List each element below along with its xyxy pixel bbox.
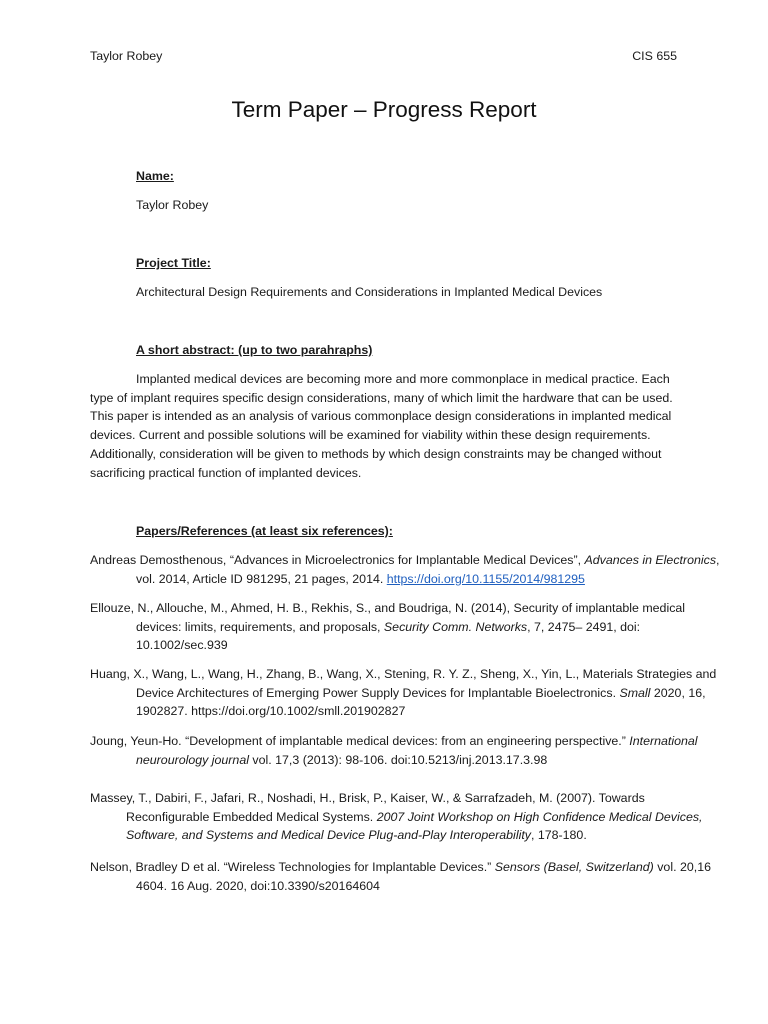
reference-item — [90, 551, 726, 588]
header-course: CIS 655 — [632, 49, 677, 63]
reference-item — [90, 732, 726, 769]
reference-text: Nelson, Bradley D et al. “Wireless Technologies for Implantable Devices.” — [90, 860, 495, 874]
reference-text: Andreas Demosthenous, “Advances in Microelectronics for Implantable Medical Devices”, — [90, 553, 585, 567]
reference-item — [90, 599, 726, 655]
reference-details: , 178-180. — [530, 828, 587, 843]
reference-source: Security Comm. Networks — [383, 619, 528, 634]
reference-text: Huang, X., Wang, L., Wang, H., Zhang, B., Wang, X., Stening, R. Y. Z., Sheng, X., Yin, L., Materials Strategies and Device Architectures of Emerging Power Supply Devices for Implantable Bioelectronics. — [90, 667, 717, 700]
reference-details: , 7, 2475– 2491, doi: 10.1002/sec.939 — [136, 619, 641, 653]
reference-source: International neurourology journal — [136, 734, 698, 767]
name-value: Taylor Robey — [136, 198, 209, 212]
reference-details: 2020, 16, 1902827. https://doi.org/10.1002/smll.201902827 — [136, 685, 706, 719]
abstract-paragraph: Implanted medical devices are becoming more and more commonplace in medical practice. Each type of implant requires specific design considerations, many of which limit the hardware that can be used. This paper is intended as an analysis of various commonplace design considerations in implanted medical devices. Current and possible solutions will be examined for viability within these design requirements. Additionally, consideration will be given to methods by which design constraints may be changed without sacrificing practical function of implanted devices. — [90, 372, 673, 480]
reference-source: Sensors (Basel, Switzerland) — [494, 860, 654, 874]
reference-item — [90, 789, 716, 845]
reference-doi-link[interactable]: https://doi.org/10.1155/2014/981295 — [386, 571, 585, 586]
reference-details: vol. 17,3 (2013): 98-106. doi:10.5213/inj.2013.17.3.98 — [248, 752, 548, 767]
page-header — [90, 47, 677, 66]
project-title-label: Project Title: — [136, 256, 211, 270]
reference-details: , vol. 2014, Article ID 981295, 21 pages, 2014. — [136, 553, 720, 586]
reference-text: Joung, Yeun-Ho. “Development of implantable medical devices: from an engineering perspective.” — [90, 734, 630, 748]
reference-text: Massey, T., Dabiri, F., Jafari, R., Noshadi, H., Brisk, P., Kaiser, W., & Sarrafzadeh, M. (2007). Towards Reconfigurable Embedded Medical Systems. — [90, 791, 645, 824]
references-label: Papers/References (at least six references): — [136, 524, 393, 538]
project-title-value: Architectural Design Requirements and Considerations in Implanted Medical Devices — [136, 285, 603, 299]
reference-source: Small — [619, 685, 651, 700]
reference-source: 2007 Joint Workshop on High Confidence Medical Devices, Software, and Systems and Medical Device Plug-and-Play Interoperability — [126, 809, 703, 843]
reference-source: Advances in Electronics — [584, 553, 717, 567]
reference-item — [90, 665, 726, 721]
reference-details: vol. 20,16 4604. 16 Aug. 2020, doi:10.3390/s20164604 — [136, 860, 711, 893]
abstract-label: A short abstract: (up to two parahraphs) — [136, 343, 373, 357]
reference-text: Ellouze, N., Allouche, M., Ahmed, H. B., Rekhis, S., and Boudriga, N. (2014), Security of implantable medical devices: limits, requirements, and proposals, — [90, 601, 686, 634]
reference-item — [90, 858, 726, 895]
header-author: Taylor Robey — [90, 49, 163, 63]
page-title: Term Paper – Progress Report — [231, 97, 537, 122]
name-label: Name: — [136, 169, 174, 183]
